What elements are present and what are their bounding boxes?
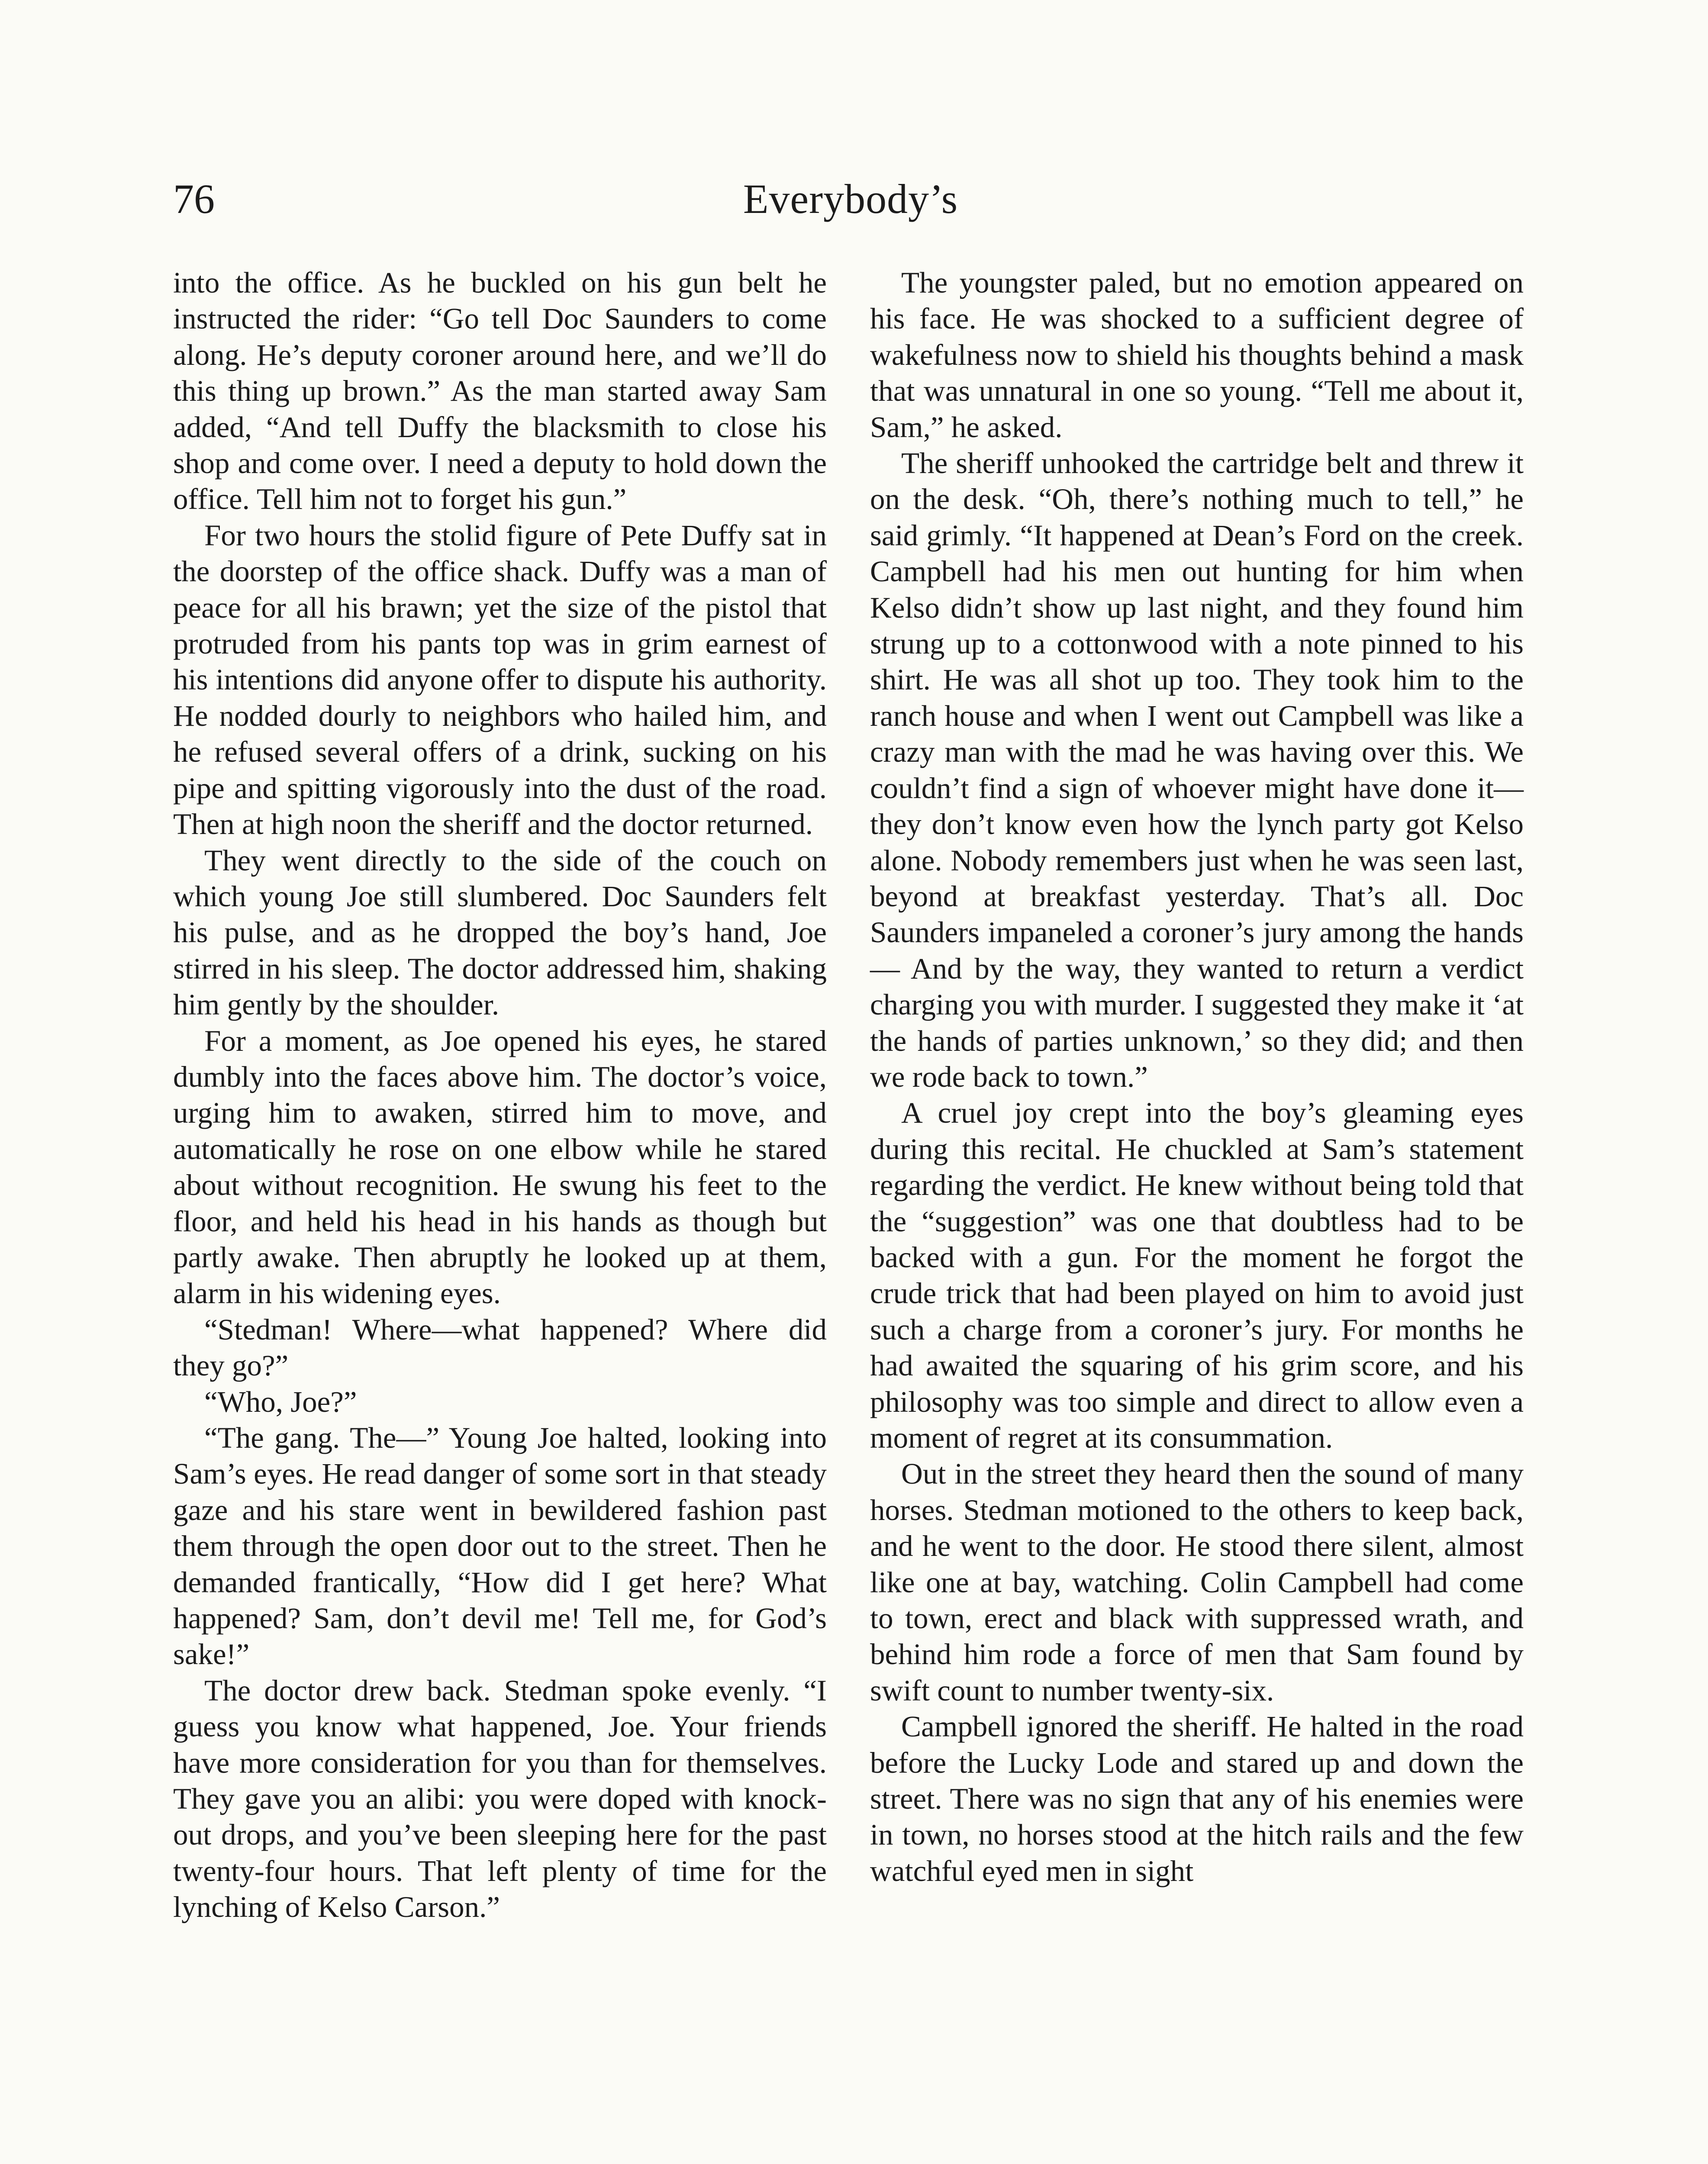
paragraph: “Who, Joe?” (204, 1385, 357, 1418)
paragraph: Campbell ignored the sheriff. He halted in the road before the Lucky Lode and stared up and down the street. There was no sign that any of his enemies were in town, no horses stood at the hitch rails and the few watchful eyed men in sight (870, 1710, 1524, 1887)
paragraph: They went directly to the side of the couch on which young Joe still slumbered. Doc Saunders felt his pulse, and as he dropped the boy’s hand, Joe stirred in his sleep. The doctor addressed him, shaking him gently by the shoulder. (173, 844, 827, 1021)
page-header (173, 171, 1528, 236)
page-number: 76 (173, 176, 215, 222)
left-column (173, 265, 827, 1926)
paragraph: The doctor drew back. Stedman spoke evenly. “I guess you know what happened, Joe. Your friends have more consideration for you than for themselves. They gave you an alibi: you were doped with knock-out drops, and you’ve been sleeping here for the past twenty-four hours. That left plenty of time for the lynching of Kelso Carson.” (173, 1674, 827, 1924)
paragraph: Out in the street they heard then the sound of many horses. Stedman motioned to the others to keep back, and he went to the door. He stood there silent, almost like one at bay, watching. Colin Campbell had come to town, erect and black with suppressed wrath, and behind him rode a force of men that Sam found by swift count to number twenty-six. (870, 1457, 1524, 1707)
paragraph: “The gang. The—” Young Joe halted, looking into Sam’s eyes. He read danger of some sort in that steady gaze and his stare went in bewildered fashion past them through the open door out to the street. Then he demanded frantically, “How did I get here? What happened? Sam, don’t devil me! Tell me, for God’s sake!” (173, 1421, 827, 1671)
paragraph: The sheriff unhooked the cartridge belt and threw it on the desk. “Oh, there’s nothing much to tell,” he said grimly. “It happened at Dean’s Ford on the creek. Campbell had his men out hunting for him when Kelso didn’t show up last night, and they found him strung up to a cottonwood with a note pinned to his shirt. He was all shot up too. They took him to the ranch house and when I went out Campbell was like a crazy man with the mad he was having over this. We couldn’t find a sign of whoever might have done it—they don’t know even how the lynch party got Kelso alone. Nobody remembers just when he was seen last, beyond at breakfast yesterday. That’s all. Doc Saunders impaneled a coroner’s jury among the hands— And by the way, they wanted to return a verdict charging you with murder. I suggested they make it ‘at the hands of parties unknown,’ so they did; and then we rode back to town.” (870, 447, 1524, 1093)
running-title: Everybody’s (743, 176, 958, 222)
paragraph: “Stedman! Where—what happened? Where did they go?” (173, 1313, 827, 1382)
right-column (870, 265, 1524, 1889)
paragraph: For two hours the stolid figure of Pete Duffy sat in the doorstep of the office shack. Duffy was a man of peace for all his brawn; yet the size of the pistol that protruded from his pants top was in grim earnest of his intentions did anyone offer to dispute his authority. He nodded dourly to neighbors who hailed him, and he refused several offers of a drink, sucking on his pipe and spitting vigorously into the dust of the road. Then at high noon the sheriff and the doctor returned. (173, 518, 827, 841)
paragraph: A cruel joy crept into the boy’s gleaming eyes during this recital. He chuckled at Sam’s statement regarding the verdict. He knew without being told that the “suggestion” was one that doubtless had to be backed with a gun. For the moment he forgot the crude trick that had been played on him to avoid just such a charge from a coroner’s jury. For months he had awaited the squaring of his grim score, and his philosophy was too simple and direct to allow even a moment of regret at its consummation. (870, 1096, 1524, 1454)
paragraph: The youngster paled, but no emotion appeared on his face. He was shocked to a sufficient degree of wakefulness now to shield his thoughts behind a mask that was unnatural in one so young. “Tell me about it, Sam,” he asked. (870, 266, 1524, 444)
paragraph: into the office. As he buckled on his gun belt he instructed the rider: “Go tell Doc Saunders to come along. He’s deputy coroner around here, and we’ll do this thing up brown.” As the man started away Sam added, “And tell Duffy the blacksmith to close his shop and come over. I need a deputy to hold down the office. Tell him not to forget his gun.” (173, 266, 827, 516)
paragraph: For a moment, as Joe opened his eyes, he stared dumbly into the faces above him. The doctor’s voice, urging him to awaken, stirred him to move, and automatically he rose on one elbow while he stared about without recognition. He swung his feet to the floor, and held his head in his hands as though but partly awake. Then abruptly he looked up at them, alarm in his widening eyes. (173, 1024, 827, 1310)
